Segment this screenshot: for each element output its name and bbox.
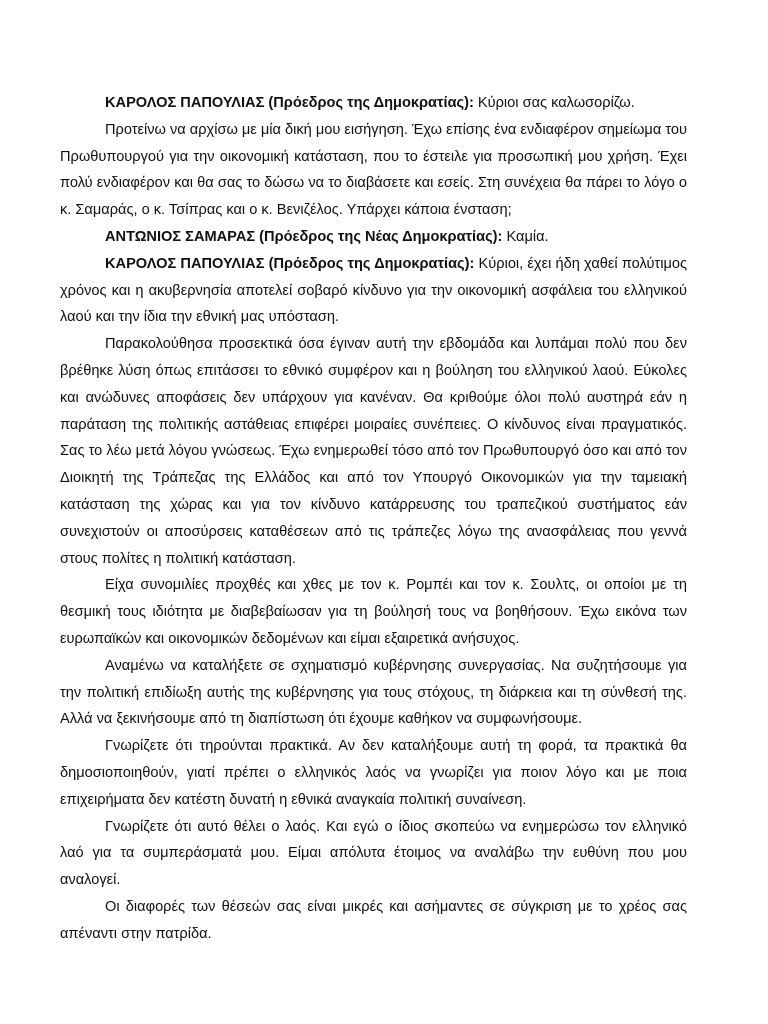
- paragraph: [60, 90, 687, 117]
- speaker-name: ΚΑΡΟΛΟΣ ΠΑΠΟΥΛΙΑΣ (Πρόεδρος της Δημοκρατίας):: [105, 255, 475, 272]
- paragraph-text: Κύριοι σας καλωσορίζω.: [473, 95, 635, 111]
- paragraph: [60, 814, 687, 894]
- document-page: [60, 90, 687, 948]
- paragraph-text: Καμία.: [502, 228, 549, 245]
- paragraph-text: Γνωρίζετε ότι αυτό θέλει ο λαός. Και εγώ ο ίδιος σκοπεύω να ενημερώσω τον ελληνικό λαό για τα συμπεράσματά μου. Είμαι απόλυτα έτοιμος να αναλάβω την ευθύνη που μου αναλογεί.: [60, 818, 687, 889]
- paragraph: [60, 251, 687, 331]
- paragraph-text: Κύριοι, έχει ήδη χαθεί πολύτιμος χρόνος και η ακυβερνησία αποτελεί σοβαρό κίνδυνο για την οικονομική ασφάλεια του ελληνικού λαού και την ίδια την εθνική μας υπόσταση.: [60, 255, 687, 326]
- paragraph-text: Αναμένω να καταλήξετε σε σχηματισμό κυβέρνησης συνεργασίας. Να συζητήσουμε για την πολιτική επιδίωξη αυτής της κυβέρνησης για τους στόχους, τη διάρκεια και τη σύνθεσή της. Αλλά να ξεκινήσουμε από τη διαπίστωση ότι έχουμε καθήκον να συμφωνήσουμε.: [60, 657, 687, 728]
- paragraph: [60, 117, 687, 224]
- paragraph-text: Γνωρίζετε ότι τηρούνται πρακτικά. Αν δεν καταλήξουμε αυτή τη φορά, τα πρακτικά θα δημοσιοποιηθούν, γιατί πρέπει ο ελληνικός λαός να γνωρίζει για ποιον λόγο και με ποια επιχειρήματα δεν κατέστη δυνατή η εθνικά αναγκαία πολιτική συναίνεση.: [60, 738, 687, 808]
- paragraph: [60, 224, 687, 251]
- paragraph: [60, 653, 687, 733]
- paragraph-text: Είχα συνομιλίες προχθές και χθες με τον κ. Ρομπέι και τον κ. Σουλτς, οι οποίοι με τη θεσμική τους ιδιότητα με διαβεβαίωσαν για τη βούλησή τους να βοηθήσουν. Έχω εικόνα των ευρωπαϊκών και οικονομικών δεδομένων και είμαι εξαιρετικά ανήσυχος.: [60, 577, 687, 647]
- paragraph-text: Οι διαφορές των θέσεών σας είναι μικρές και ασήμαντες σε σύγκριση με το χρέος σας απέναντι στην πατρίδα.: [60, 898, 687, 942]
- paragraph: [60, 331, 687, 572]
- paragraph: [60, 572, 687, 652]
- speaker-name: ΑΝΤΩΝΙΟΣ ΣΑΜΑΡΑΣ (Πρόεδρος της Νέας Δημοκρατίας):: [105, 228, 503, 245]
- paragraph: [60, 733, 687, 813]
- speaker-name: ΚΑΡΟΛΟΣ ΠΑΠΟΥΛΙΑΣ (Πρόεδρος της Δημοκρατίας):: [105, 95, 474, 111]
- paragraph-text: Προτείνω να αρχίσω με μία δική μου εισήγηση. Έχω επίσης ένα ενδιαφέρον σημείωμα του Πρωθυπουργού για την οικονομική κατάσταση, που το έστειλε για προσωπική μου χρήση. Έχει πολύ ενδιαφέρον και θα σας το δώσω να το διαβάσετε και εσείς. Στη συνέχεια θα πάρει το λόγο ο κ. Σαμαράς, ο κ. Τσίπρας και ο κ. Βενιζέλος. Υπάρχει κάποια ένσταση;: [60, 121, 687, 219]
- paragraph: [60, 894, 687, 948]
- paragraph-text: Παρακολούθησα προσεκτικά όσα έγιναν αυτή την εβδομάδα και λυπάμαι πολύ που δεν βρέθηκε λύση όπως επιτάσσει το εθνικό συμφέρον και η βούληση του ελληνικού λαού. Εύκολες και ανώδυνες αποφάσεις δεν υπάρχουν για κανέναν. Θα κριθούμε όλοι πολύ αυστηρά εάν η παράταση της πολιτικής αστάθειας επιφέρει μοιραίες συνέπειες. Ο κίνδυνος είναι πραγματικός. Σας το λέω μετά λόγου γνώσεως. Έχω ενημερωθεί τόσο από τον Πρωθυπουργό όσο και από τον Διοικητή της Τράπεζας της Ελλάδος και από τον Υπουργό Οικονομικών για την ταμειακή κατάσταση της χώρας και για τον κίνδυνο κατάρρευσης του τραπεζικού συστήματος εάν συνεχιστούν οι αποσύρσεις καταθέσεων από τις τράπεζες λόγω της ανασφάλειας που γεννά στους πολίτες η πολιτική κατάσταση.: [60, 336, 687, 567]
